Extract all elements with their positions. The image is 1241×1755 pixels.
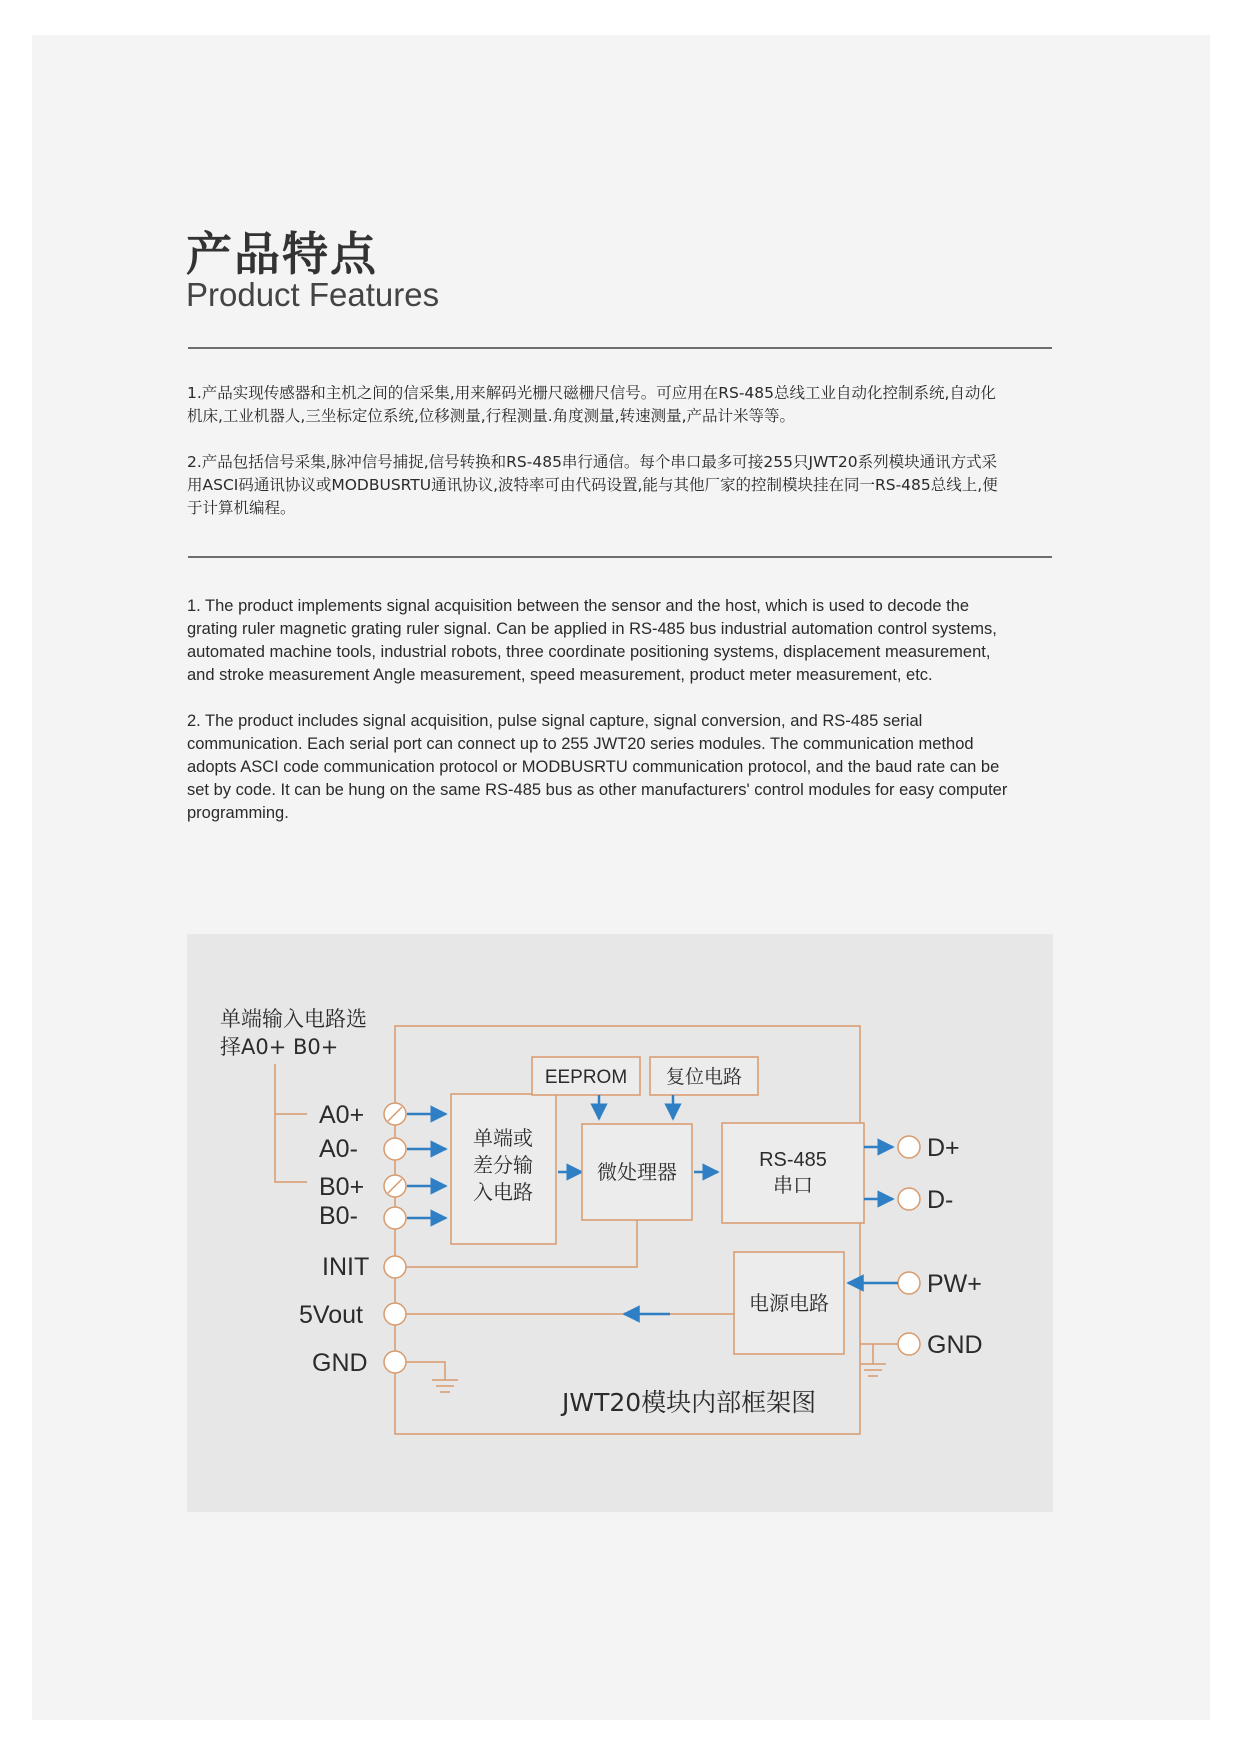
paragraph-line: automated machine tools, industrial robots, three coordinate positioning systems, displacement measurement, — [187, 643, 991, 661]
input-block-line-1: 单端或 — [473, 1126, 533, 1150]
pin-label-a0-minus: A0- — [319, 1135, 358, 1163]
paragraph-line: adopts ASCI code communication protocol or MODBUSRTU communication protocol, and the baud rate can be — [187, 758, 1000, 776]
pin-gnd-right — [898, 1333, 920, 1355]
pin-a0-minus — [384, 1138, 406, 1160]
paragraph-en-1 — [187, 595, 1053, 687]
mcu-label: 微处理器 — [597, 1160, 677, 1184]
paragraph-line: communication. Each serial port can connect up to 255 JWT20 series modules. The communication method — [187, 735, 974, 753]
eeprom-label: EEPROM — [544, 1067, 628, 1088]
pin-label-gnd-left: GND — [312, 1349, 368, 1377]
input-block-line-3: 入电路 — [473, 1180, 533, 1204]
selection-note-line-1: 单端输入电路选 — [220, 1007, 367, 1031]
paragraph-en-2 — [187, 710, 1053, 825]
pin-label-pw-plus: PW+ — [927, 1270, 982, 1298]
pin-init — [384, 1256, 406, 1278]
pin-5vout — [384, 1303, 406, 1325]
pin-label-b0-plus: B0+ — [319, 1173, 365, 1201]
paragraph-line: programming. — [187, 804, 289, 822]
pin-label-d-plus: D+ — [927, 1134, 960, 1162]
rs485-label-line-1: RS-485 — [759, 1149, 827, 1171]
pin-label-a0-plus: A0+ — [319, 1101, 365, 1129]
pin-b0-minus — [384, 1207, 406, 1229]
diagram-caption: JWT20模块内部框架图 — [562, 1388, 817, 1417]
paragraph-cn-1 — [187, 382, 1053, 428]
reset-circuit-label: 复位电路 — [665, 1066, 743, 1088]
page-title-cn: 产品特点 — [186, 227, 378, 281]
pin-label-b0-minus: B0- — [319, 1202, 358, 1230]
input-block-line-2: 差分输 — [473, 1153, 533, 1177]
paragraph-line: 2.产品包括信号采集,脉冲信号捕捉,信号转换和RS-485串行通信。每个串口最多可接255只JWT20系列模块通讯方式采 — [187, 453, 998, 471]
page-title-en: Product Features — [186, 276, 440, 313]
paragraph-line: 于计算机编程。 — [187, 499, 296, 517]
paragraph-line: 用ASCI码通讯协议或MODBUSRTU通讯协议,波特率可由代码设置,能与其他厂家的控制模块挂在同一RS-485总线上,便 — [187, 476, 998, 494]
paragraph-line: 1.产品实现传感器和主机之间的信采集,用来解码光栅尺磁栅尺信号。可应用在RS-485总线工业自动化控制系统,自动化 — [187, 384, 996, 402]
ground-symbol-left — [406, 1362, 458, 1392]
selection-note-line-2: 择A0+ B0+ — [220, 1035, 339, 1059]
ground-symbol-right — [860, 1344, 886, 1376]
paragraph-line: grating ruler magnetic grating ruler signal. Can be applied in RS-485 bus industrial automation control systems, — [187, 620, 997, 638]
paragraph-line: 1. The product implements signal acquisition between the sensor and the host, which is used to decode the — [187, 597, 970, 615]
paragraph-line: 机床,工业机器人,三坐标定位系统,位移测量,行程测量.角度测量,转速测量,产品计米等等。 — [187, 407, 795, 425]
power-circuit-label: 电源电路 — [749, 1291, 829, 1315]
paragraph-line: and stroke measurement Angle measurement, speed measurement, product meter measurement, etc. — [187, 666, 933, 684]
pin-label-d-minus: D- — [927, 1186, 954, 1214]
paragraph-line: set by code. It can be hung on the same RS-485 bus as other manufacturers' control modules for easy computer — [187, 781, 1008, 799]
divider-middle — [188, 556, 1052, 558]
pin-d-plus — [898, 1136, 920, 1158]
paragraph-cn-2 — [187, 451, 1053, 520]
pin-label-gnd-right: GND — [927, 1331, 983, 1359]
pin-d-minus — [898, 1188, 920, 1210]
rs485-label-line-2: 串口 — [773, 1173, 813, 1197]
block-diagram — [187, 934, 1053, 1512]
paragraph-line: 2. The product includes signal acquisition, pulse signal capture, signal conversion, and RS-485 serial — [187, 712, 923, 730]
pin-label-init: INIT — [322, 1253, 370, 1281]
pin-gnd-left — [384, 1351, 406, 1373]
divider-top — [188, 347, 1052, 349]
pin-label-5vout: 5Vout — [299, 1301, 363, 1329]
pin-pw-plus — [898, 1272, 920, 1294]
selection-bracket — [275, 1064, 307, 1182]
